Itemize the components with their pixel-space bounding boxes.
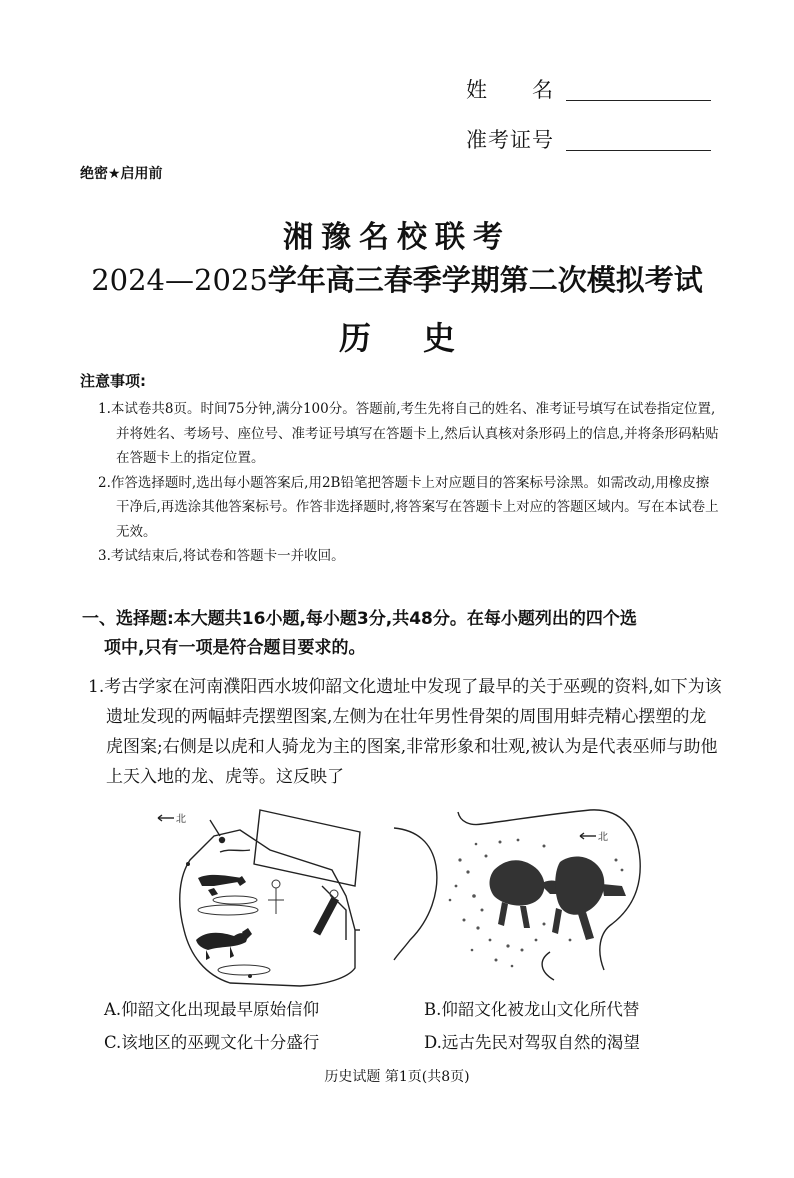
page-footer: 历史试题 第1页(共8页): [324, 1069, 470, 1085]
secret-mark: 绝密★启用前: [80, 166, 163, 182]
figure-right-tiger-dragon-mosaic: [390, 800, 646, 990]
section-heading: [82, 605, 722, 663]
option-d[interactable]: D.远古先民对驾驭自然的渴望: [424, 1033, 640, 1052]
name-field-line[interactable]: [566, 99, 711, 101]
notice-list: [80, 397, 720, 569]
notice-item-1: 1.本试卷共8页。时间75分钟,满分100分。答题前,考生先将自己的姓名、准考证号填写在试卷指定位置,并将姓名、考场号、座位号、准考证号填写在答题卡上,然后认真核对条形码上的信息,并将条形码粘贴在答题卡上的指定位置。: [98, 401, 719, 466]
north-label-left: 北: [176, 814, 186, 825]
notice-heading: 注意事项:: [80, 372, 146, 390]
question-1: [88, 672, 722, 792]
exam-years: 2024—2025: [91, 263, 268, 297]
exam-id-field-line[interactable]: [566, 149, 711, 151]
option-a[interactable]: A.仰韶文化出现最早原始信仰: [104, 1000, 320, 1019]
burial-mosaic-drawing: [150, 800, 372, 990]
exam-title: 湘豫名校联考: [283, 220, 511, 255]
exam-subtitle-rest: 学年高三春季学期第二次模拟考试: [267, 263, 703, 297]
section-heading-line1: 一、选择题:本大题共16小题,每小题3分,共48分。在每小题列出的四个选: [82, 609, 637, 629]
option-c[interactable]: C.该地区的巫觋文化十分盛行: [104, 1033, 320, 1052]
section-heading-line2: 项中,只有一项是符合题目要求的。: [104, 638, 366, 658]
notice-item-2: 2.作答选择题时,选出每小题答案后,用2B铅笔把答题卡上对应题目的答案标号涂黑。如需改动,用橡皮擦干净后,再选涂其他答案标号。作答非选择题时,将答案写在答题卡上对应的答题区域内。写在本试卷上无效。: [98, 474, 719, 540]
exam-subtitle: [0, 258, 794, 299]
subject-title: 历史: [338, 319, 507, 357]
question-1-text: 1.考古学家在河南濮阳西水坡仰韶文化遗址中发现了最早的关于巫觋的资料,如下为该遗址发现的两幅蚌壳摆塑图案,左侧为在壮年男性骨架的周围用蚌壳精心摆塑的龙虎图案;右侧是以虎和人骑龙为主的图案,非常形象和壮观,被认为是代表巫师与助他上天入地的龙、虎等。这反映了: [88, 677, 722, 787]
option-b[interactable]: B.仰韶文化被龙山文化所代替: [424, 1000, 640, 1019]
notice-item-3: 3.考试结束后,将试卷和答题卡一并收回。: [98, 548, 345, 564]
name-label: 姓 名: [466, 78, 554, 102]
north-label-right: 北: [598, 832, 608, 843]
figure-left-burial-mosaic: [150, 800, 372, 990]
tiger-dragon-mosaic-drawing: [390, 800, 646, 990]
exam-id-label: 准考证号: [466, 128, 554, 152]
